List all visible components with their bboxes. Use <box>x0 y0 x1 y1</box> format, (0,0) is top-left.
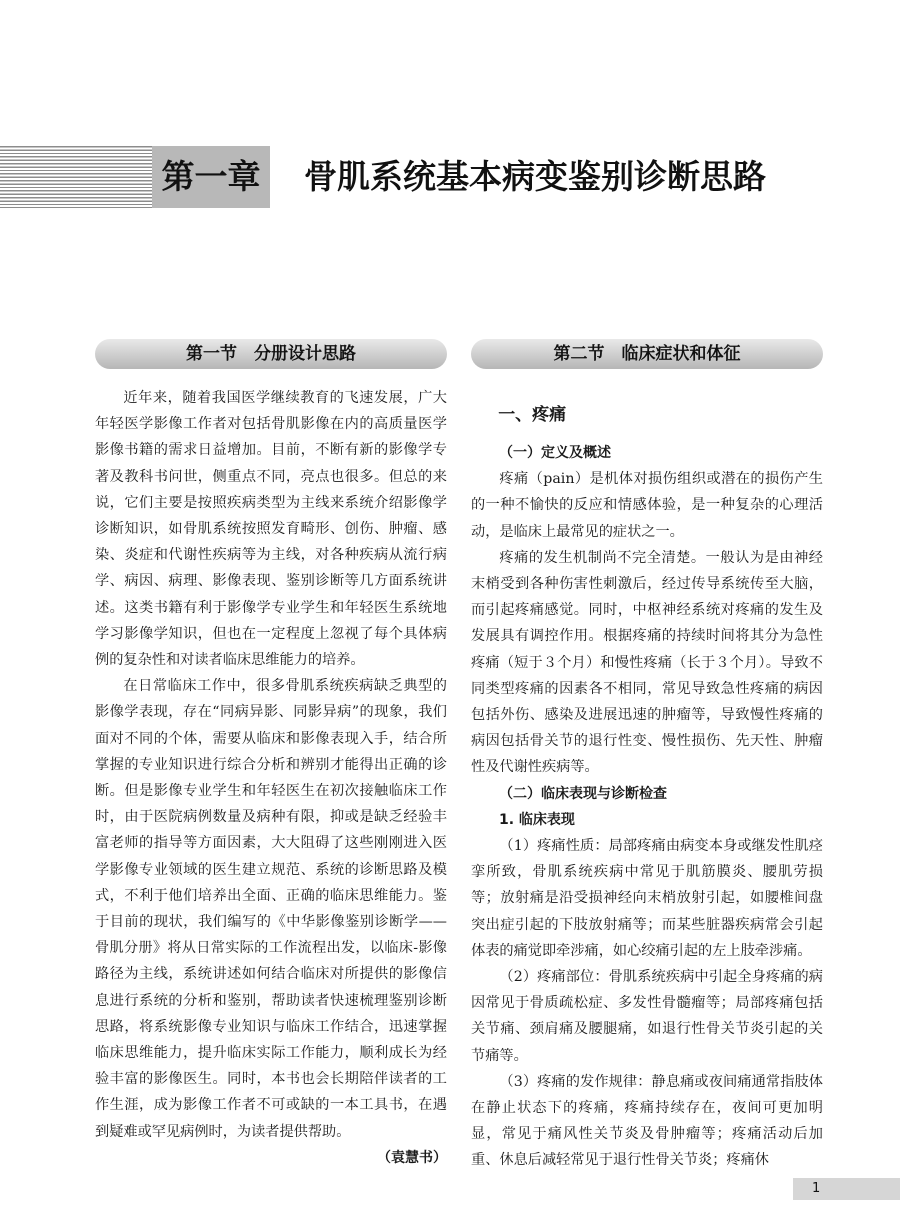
heading-pain: 一、疼痛 <box>498 405 567 425</box>
section-title-left: 第一节 分册设计思路 <box>95 339 447 369</box>
chapter-stripe-decoration <box>0 146 152 208</box>
right-column <box>471 400 823 1174</box>
subheading-clinical: （二）临床表现与诊断检查 <box>499 785 667 802</box>
paragraph: （1）疼痛性质：局部疼痛由病变本身或继发性肌痉挛所致，骨肌系统疾病中常见于肌筋膜炎、腰肌劳损等；放射痛是沿受损神经向末梢放射引起，如腰椎间盘突出症引起的下肢放射痛等；而某些脏器疾病常会引起体表的痛觉即牵涉痛，如心绞痛引起的左上肢牵涉痛。 <box>471 838 823 959</box>
paragraph: 疼痛的发生机制尚不完全清楚。一般认为是由神经末梢受到各种伤害性刺激后，经过传导系统传至大脑，而引起疼痛感觉。同时，中枢神经系统对疼痛的发生及发展具有调控作用。根据疼痛的持续时间将其分为急性疼痛（短于３个月）和慢性疼痛（长于３个月）。导致不同类型疼痛的因素各不相同，常见导致急性疼痛的病因包括外伤、感染及进展迅速的肿瘤等，导致慢性疼痛的病因包括骨关节的退行性变、慢性损伤、先天性、肿瘤性及代谢性疾病等。 <box>471 549 823 776</box>
page-number-box <box>793 1178 900 1200</box>
chapter-label: 第一章 <box>161 157 261 196</box>
chapter-title: 骨肌系统基本病变鉴别诊断思路 <box>304 157 766 196</box>
page-number: 1 <box>812 1181 821 1196</box>
left-column <box>95 385 447 1171</box>
subheading-manifestation: 1. 临床表现 <box>499 811 575 828</box>
paragraph: （3）疼痛的发作规律：静息痛或夜间痛通常指肢体在静止状态下的疼痛，疼痛持续存在，夜间可更加明显，常见于痛风性关节炎及骨肿瘤等；疼痛活动后加重、休息后减轻常见于退行性骨关节炎；疼痛休 <box>471 1073 823 1169</box>
paragraph: （2）疼痛部位：骨肌系统疾病中引起全身疼痛的病因常见于骨质疏松症、多发性骨髓瘤等；局部疼痛包括关节痛、颈肩痛及腰腿痛，如退行性骨关节炎引起的关节痛等。 <box>471 969 823 1064</box>
author-signature: （袁慧书） <box>377 1149 447 1166</box>
section-title-right: 第二节 临床症状和体征 <box>471 339 823 369</box>
paragraph: 疼痛（pain）是机体对损伤组织或潜在的损伤产生的一种不愉快的反应和情感体验，是一种复杂的心理活动，是临床上最常见的症状之一。 <box>471 471 823 540</box>
paragraph: 在日常临床工作中，很多骨肌系统疾病缺乏典型的影像学表现，存在“同病异影、同影异病”的现象，我们面对不同的个体，需要从临床和影像表现入手，结合所掌握的专业知识进行综合分析和辨别才能得出正确的诊断。但是影像专业学生和年轻医生在初次接触临床工作时，由于医院病例数量及病种有限，抑或是缺乏经验丰富老师的指导等方面因素，大大阻碍了这些刚刚进入医学影像专业领域的医生建立规范、系统的诊断思路及模式，不利于他们培养出全面、正确的临床思维能力。鉴于目前的现状，我们编写的《中华影像鉴别诊断学——骨肌分册》将从日常实际的工作流程出发，以临床-影像路径为主线，系统讲述如何结合临床对所提供的影像信息进行系统的分析和鉴别，帮助读者快速梳理鉴别诊断思路，将系统影像专业知识与临床工作结合，迅速掌握临床思维能力，提升临床实际工作能力，顺利成长为经验丰富的影像医生。同时，本书也会长期陪伴读者的工作生涯，成为影像工作者不可或缺的一本工具书，在遇到疑难或罕见病例时，为读者提供帮助。 <box>95 678 447 1140</box>
subheading-definition: （一）定义及概述 <box>499 445 611 461</box>
paragraph: 近年来，随着我国医学继续教育的飞速发展，广大年轻医学影像工作者对包括骨肌影像在内的高质量医学影像书籍的需求日益增加。目前，不断有新的影像学专著及教科书问世，侧重点不同，亮点也很多。但总的来说，它们主要是按照疾病类型为主线来系统介绍影像学诊断知识，如骨肌系统按照发育畸形、创伤、肿瘤、感染、炎症和代谢性疾病等为主线，对各种疾病从流行病学、病因、病理、影像表现、鉴别诊断等几方面系统讲述。这类书籍有利于影像学专业学生和年轻医生系统地学习影像学知识，但也在一定程度上忽视了每个具体病例的复杂性和对读者临床思维能力的培养。 <box>95 390 447 669</box>
